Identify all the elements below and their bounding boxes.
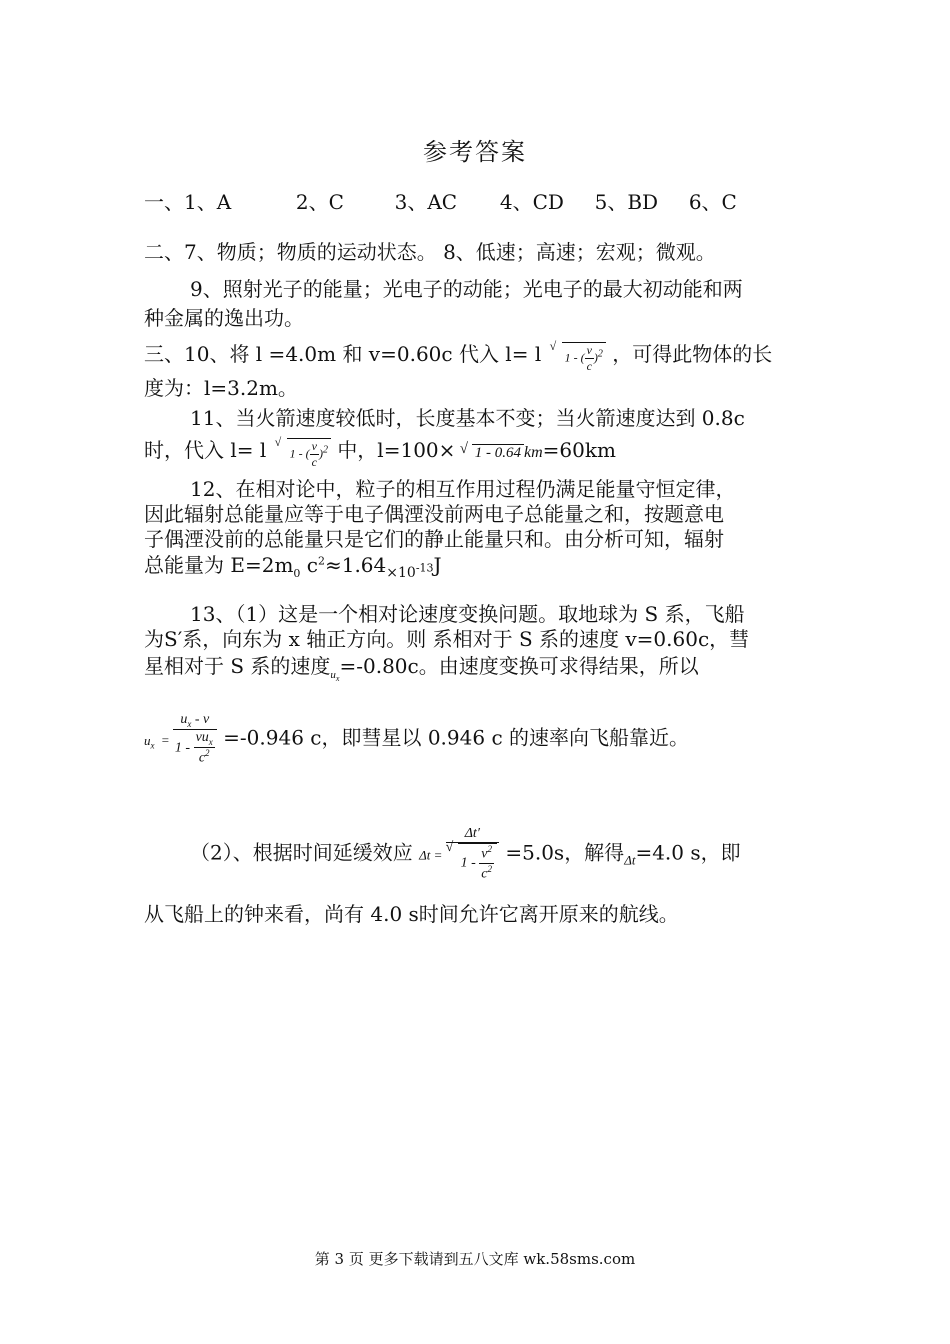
answer-11-line-2: 时，代入 l= l √ 1 - ( $\frac{v}{c}$ )$^2$ 中，l=100× √ 1 - 0.64 km=60km xyxy=(144,434,616,470)
page-title: 参考答案 xyxy=(423,138,527,166)
answer-9-line-2: 种金属的逸出功。 xyxy=(144,306,304,330)
answer-12-line-4: 总能量为 $E=2m_0$ $c^2\approx 1.64_{\times 10^{-13}}J$ xyxy=(144,553,442,581)
answer-6: 6、C xyxy=(688,190,737,214)
answer-13-line-1: 13、（1）这是一个相对论速度变换问题。取地球为 S 系，飞船 xyxy=(190,602,745,626)
answer-13-line-2: 为S′系，向东为 x 轴正方向。则 系相对于 S 系的速度 v=0.60c，彗 xyxy=(144,627,750,651)
answer-12-line-3: 子偶湮没前的总能量只是它们的静止能量只和。由分析可知，辐射 xyxy=(144,527,724,551)
answer-11-line-1: 11、当火箭速度较低时，长度基本不变；当火箭速度达到 0.8c xyxy=(190,406,745,430)
answer-11-text-c: =60km xyxy=(542,438,616,462)
sqrt-formula: √ 1 - ( $\frac{v}{c}$ )$^2$ xyxy=(287,438,331,470)
answer-10-text-b: ，可得此物体的长 xyxy=(612,342,773,366)
answer-9-line-1: 9、照射光子的能量；光电子的动能；光电子的最大初动能和两 xyxy=(190,277,743,301)
answer-13-conclusion: 从飞船上的钟来看，尚有 4.0 s时间允许它离开原来的航线。 xyxy=(144,902,679,926)
answer-13-formula-line: $u_x$ = $u_x$ - v 1 - $\frac{vu_x}{c^2}$ =-0.946 c，即彗星以 0.946 c 的速率向飞船靠近。 xyxy=(144,712,689,766)
sqrt-expression: √ 1 - 0.64 xyxy=(472,444,524,462)
answer-4: 4、CD xyxy=(499,190,564,214)
answer-12-line-1: 12、在相对论中，粒子的相互作用过程仍满足能量守恒定律， xyxy=(190,477,736,501)
answer-7-8: 二、7、物质；物质的运动状态。 8、低速；高速；宏观；微观。 xyxy=(144,240,716,264)
answer-10-line-1 xyxy=(144,338,772,374)
answer-11-text-b: 中，l=100× xyxy=(337,438,456,462)
answer-11-text-a: 时，代入 l= l xyxy=(144,438,267,462)
answer-13-line-3: 星相对于 S 系的速度$_{u_x}$=-0.80c。由速度变换可求得结果，所以 xyxy=(144,654,699,684)
answers-part-1 xyxy=(144,186,737,215)
sqrt-formula: √ 1 - ( $\frac{v}{c}$ )$^2$ xyxy=(562,342,606,374)
answer-10-line-2: 度为：l=3.2m。 xyxy=(144,376,298,400)
answer-3: 3、AC xyxy=(394,190,458,214)
time-dilation-fraction: Δt′ √ 1 - $\frac{v^2}{c^2}$ xyxy=(446,826,499,882)
page-footer: 第 3 页 更多下载请到五八文库 wk.58sms.com xyxy=(314,1250,636,1268)
answer-1: 一、1、A xyxy=(144,190,232,214)
answer-12-line-2: 因此辐射总能量应等于电子偶湮没前两电子总能量之和，按题意电 xyxy=(144,502,724,526)
velocity-transform-fraction: $u_x$ - v 1 - $\frac{vu_x}{c^2}$ xyxy=(173,712,217,766)
answer-5: 5、BD xyxy=(594,190,659,214)
answer-10-text-a: 三、10、将 l =4.0m 和 v=0.60c 代入 l= l xyxy=(144,342,542,366)
answer-2: 2、C xyxy=(295,190,344,214)
answer-13-part-2-line: （2）、根据时间延缓效应 Δt = Δt′ √ 1 - $\frac{v^2}{c^2}$ =5.0s，解得$_{\Delta t}$=4.0 s，即 xyxy=(190,826,741,882)
